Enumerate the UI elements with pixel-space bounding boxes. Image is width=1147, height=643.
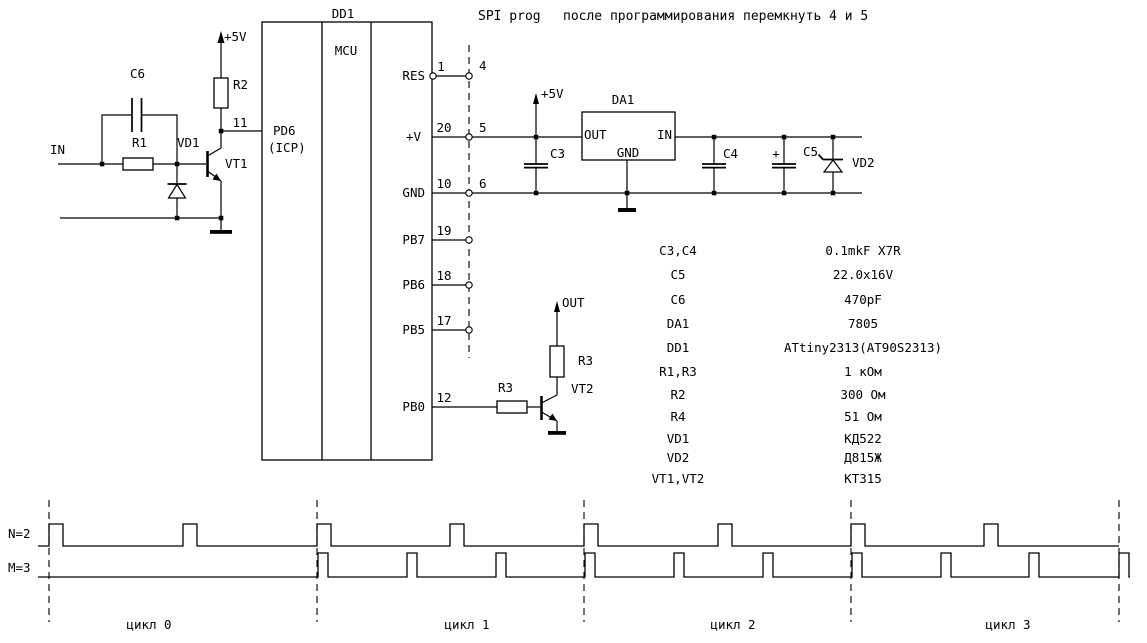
pin-number: 10 [436,176,452,191]
in-label: IN [50,142,66,157]
capacitor-c3 [524,164,548,168]
waveform-n2 [38,524,1119,546]
ground-symbol [210,230,232,234]
part-value: 1 кОм [844,364,882,379]
junction-dot [782,135,787,140]
icp-label: (ICP) [268,140,306,155]
pad-circle [466,237,472,243]
r1-label: R1 [132,135,148,150]
part-ref: C6 [670,292,686,307]
cycle-label: цикл 0 [126,617,172,632]
c3-label: C3 [550,146,566,161]
c5-label: C5 [803,144,819,159]
vd2-label: VD2 [852,155,875,170]
cycle-label: цикл 1 [444,617,490,632]
c6-label: C6 [130,66,146,81]
junction-dot [534,191,539,196]
junction-dot [534,135,539,140]
out-arrow-icon [554,301,560,312]
pin-11-number: 11 [232,115,248,130]
wire [142,115,177,164]
part-ref: VD1 [666,431,690,446]
c5-plus-sign: + [772,146,780,161]
pad-circle [466,282,472,288]
part-value: 470pF [844,292,882,307]
mcu-box-dividers [322,22,371,460]
spi-prog-label: SPI prog [478,9,541,24]
part-ref: R4 [670,409,686,424]
part-ref: C3,C4 [659,243,697,258]
transistor-vt2-collector [542,377,558,403]
r3-collector-label: R3 [578,353,594,368]
part-value: 300 Ом [840,387,886,402]
cycle-label: цикл 2 [710,617,756,632]
output-stage [497,295,594,435]
resistor-r1 [123,158,153,170]
mcu-block [262,6,497,460]
pad-circle [466,73,472,79]
part-value: 22.0x16V [832,267,894,282]
emitter-arrow-icon [213,174,222,182]
ground-symbol [618,208,636,212]
part-ref: R1,R3 [659,364,697,379]
cycle-label: цикл 3 [985,617,1031,632]
spi-pad-number: 6 [479,176,487,191]
part-ref: VD2 [666,450,690,465]
part-value: Д815Ж [844,450,882,465]
m3-label: M=3 [8,560,31,575]
resistor-r2 [214,78,228,108]
pin-gnd-label: GND [402,185,425,200]
vt1-label: VT1 [225,156,248,171]
dd1-label: DD1 [331,6,355,21]
part-value: 0.1mkF X7R [825,243,901,258]
ground-symbol [548,431,566,435]
c4-label: C4 [723,146,739,161]
mcu-type-label: MCU [334,43,358,58]
parts-list [652,243,942,486]
junction-dot [712,191,717,196]
spi-header [478,9,868,24]
pin-pb6-label: PB6 [402,277,425,292]
pin-number: 12 [436,390,452,405]
pin-number: 19 [436,223,452,238]
r2-label: R2 [233,77,249,92]
pin-number: 20 [436,120,452,135]
capacitor-c6 [132,98,142,132]
diode-vd1 [169,185,186,199]
out-label: OUT [562,295,585,310]
vt2-label: VT2 [571,381,594,396]
pin-res-label: RES [402,68,425,83]
vcc-label: +5V [224,29,247,44]
zener-vd2-cathode [819,155,844,160]
wire [102,115,131,164]
junction-dot [219,216,224,221]
part-ref: DD1 [666,340,690,355]
part-value: 7805 [847,316,879,331]
vcc-arrow-icon [533,93,539,104]
cycle-boundaries [49,500,1119,622]
r3-base-label: R3 [498,380,514,395]
pd6-label: PD6 [273,123,296,138]
da1-out-label: OUT [584,127,607,142]
capacitor-c4 [702,164,726,168]
junction-dot [175,216,180,221]
part-value: 51 Ом [844,409,882,424]
junction-dot [782,191,787,196]
part-value: КТ315 [844,471,882,486]
pin-pb5-label: PB5 [402,322,425,337]
pad-circle [466,327,472,333]
da1-gnd-label: GND [616,145,640,160]
part-value: КД522 [844,431,882,446]
spi-pad-number: 4 [479,58,487,73]
capacitor-c5 [772,164,796,168]
da1-label: DA1 [611,92,635,107]
vcc-label: +5V [541,86,564,101]
part-ref: VT1,VT2 [651,471,705,486]
resistor-r3-base [497,401,527,413]
pad-circle [466,134,472,140]
resistor-r3-collector [550,346,564,377]
spi-pad-number: 5 [479,120,487,135]
junction-dot [625,191,630,196]
junction-dot [219,129,224,134]
part-ref: C5 [670,267,686,282]
input-stage [50,29,262,234]
part-ref: R2 [670,387,686,402]
transistor-vt2-emitter [542,412,558,431]
pad-circle [430,73,436,79]
pin-number: 18 [436,268,452,283]
transistor-vt1-collector [208,131,222,156]
n2-label: N=2 [8,526,31,541]
pin-number: 1 [437,59,445,74]
pin-plusv-label: +V [405,129,421,144]
power-supply [430,73,875,333]
vd1-label: VD1 [177,135,200,150]
pad-circle [466,190,472,196]
part-ref: DA1 [666,316,690,331]
da1-in-label: IN [656,127,672,142]
pin-pb0-label: PB0 [402,399,425,414]
junction-dot [831,191,836,196]
pin-number: 17 [436,313,452,328]
programming-note: после программирования перемкнуть 4 и 5 [563,9,869,24]
zener-vd2 [824,160,842,172]
junction-dot [175,162,180,167]
junction-dot [100,162,105,167]
timing-diagram [8,500,1130,632]
junction-dot [712,135,717,140]
pin-pb7-label: PB7 [402,232,425,247]
junction-dot [831,135,836,140]
part-value: ATtiny2313(AT90S2313) [783,340,943,355]
